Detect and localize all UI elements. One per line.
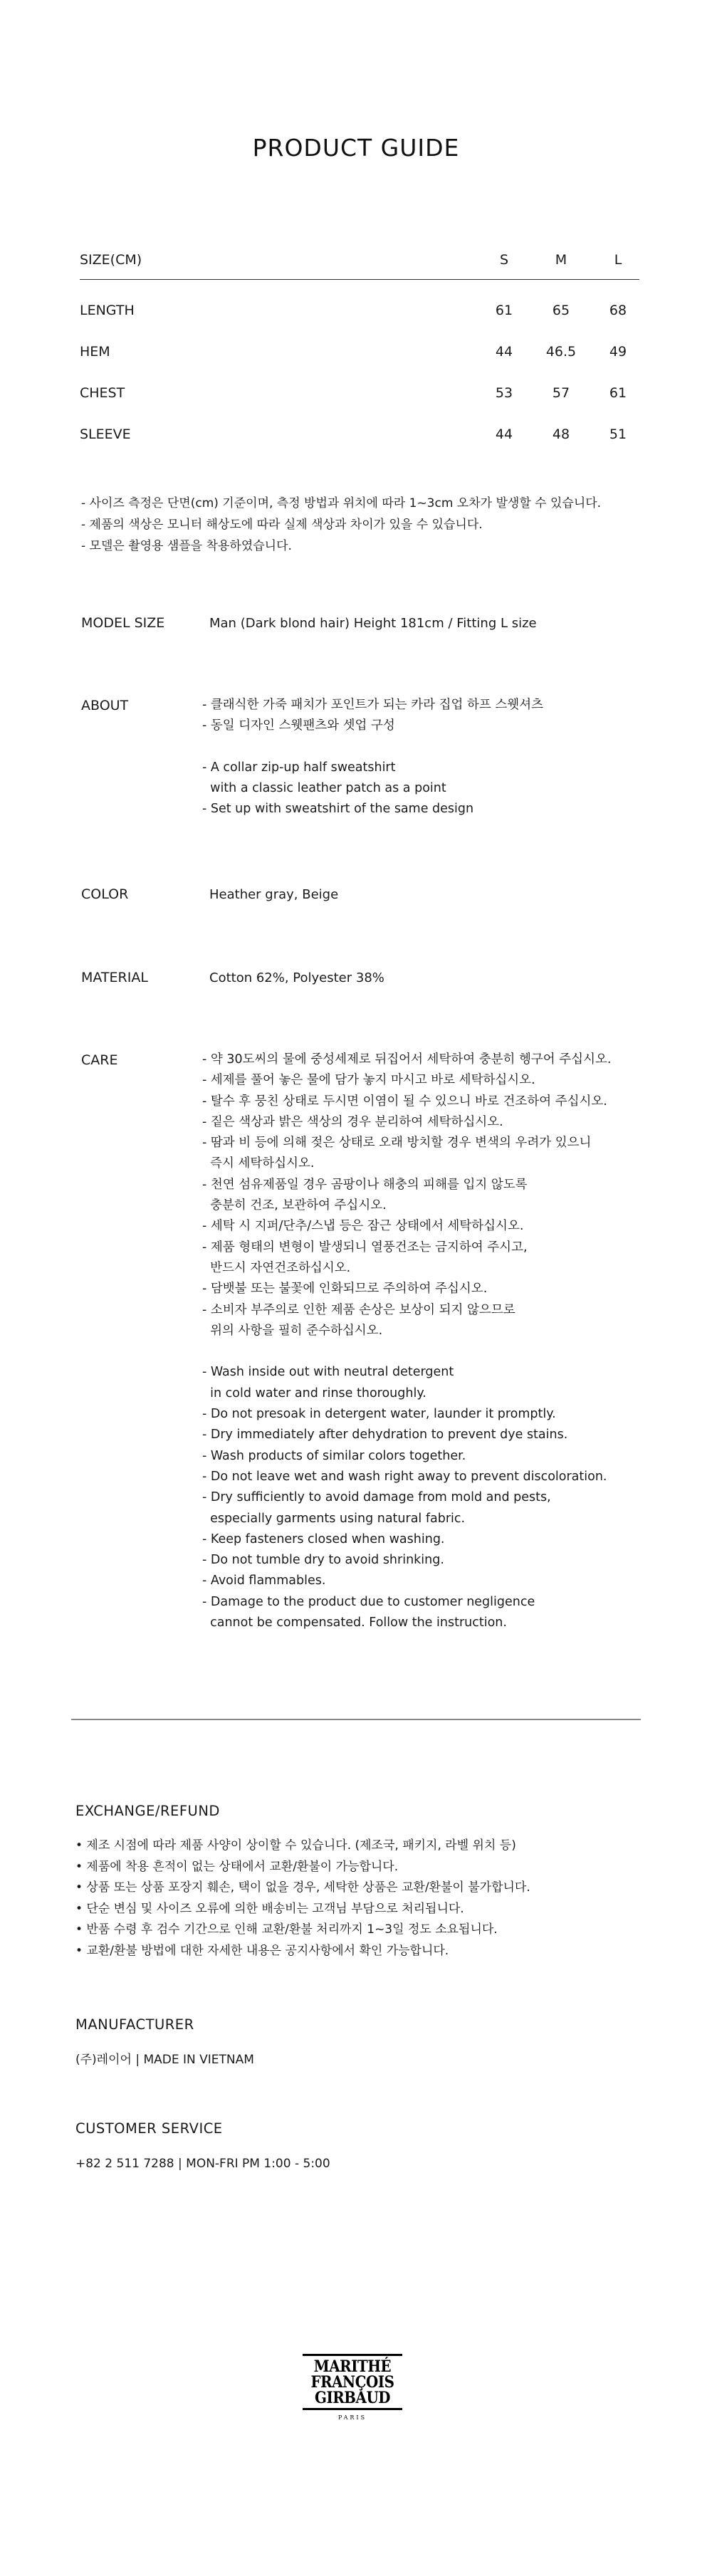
logo-top-bar: [303, 2354, 402, 2356]
page-title: PRODUCT GUIDE: [252, 134, 460, 162]
size-table: [80, 249, 639, 445]
customer-service-value: +82 2 511 7288 | MON-FRI PM 1:00 - 5:00: [75, 2157, 330, 2171]
size-table-header: [80, 249, 639, 280]
list-item: • 상품 또는 상품 포장지 훼손, 택이 없을 경우, 세탁한 상품은 교환/환불이 불가합니다.: [75, 1880, 530, 1895]
list-item: • 교환/환불 방법에 대한 자세한 내용은 공지사항에서 확인 가능합니다.: [75, 1943, 449, 1958]
cell-s: 53: [495, 385, 513, 401]
cell-m: 57: [552, 385, 570, 401]
manufacturer-value: (주)레이어 | MADE IN VIETNAM: [75, 2053, 254, 2067]
logo-bottom-bar: [303, 2408, 402, 2410]
size-header-l: L: [614, 252, 622, 268]
material-value: Cotton 62%, Polyester 38%: [209, 970, 384, 985]
cell-l: 51: [609, 426, 627, 442]
cell-m: 46.5: [545, 344, 577, 360]
logo-line-1: MARITHÉ: [313, 2357, 392, 2376]
section-divider: [71, 1719, 641, 1720]
size-note: - 모델은 촬영용 샘플을 착용하였습니다.: [81, 539, 292, 553]
brand-logo: [303, 2354, 402, 2421]
logo-line-3: GIRBAUD: [314, 2389, 391, 2407]
logo-line-2: FRANÇOIS: [310, 2373, 394, 2392]
row-label: LENGTH: [80, 303, 135, 318]
care-text: - 약 30도씨의 물에 중성세제로 뒤집어서 세탁하여 충분히 헹구어 주십시오. - 세제를 풀어 놓은 물에 담가 놓지 마시고 바로 세탁하십시오. - 탈수 후 뭉친 상태로 두시면 이염이 될 수 있으니 바로 건조하여 주십시오. - 짙은 색상과 밝은 색상의 경우 분리하여 세탁하십시오. - 땀과 비 등에 의해 젖은 상태로 오래 방치할 경우 변색의 우려가 있으니 즉시 세탁하십시오. - 천연 섬유제품일 경우 곰팡이나 해충의 피해를 입지 않도록 충분히 건조, 보관하여 주십시오. - 세탁 시 지퍼/단추/스냅 등은 잠근 상태에서 세탁하십시오. - 제품 형태의 변형이 발생되니 열풍건조는 금지하여 주시고, 반드시 자연건조하십시오. - 담뱃불 또는 불꽃에 인화되므로 주의하여 주십시오. - 소비자 부주의로 인한 제품 손상은 보상이 되지 않으므로 위의 사항을 필히 준수하십시오. - Wash inside out with neutral detergent in cold water and rinse thoroughly. - Do not presoak in detergent water, launder it promptly. - Dry immediately after dehydration to prevent dye stains. - Wash products of similar colors together. - Do not leave wet and wash right away to prevent discoloration. - Dry sufficiently to avoid damage from mold and pests, especially garments using natural fabric. - Keep fasteners closed when washing. - Do not tumble dry to avoid shrinking. - Avoid flammables. - Damage to the product due to customer negligence cannot be compensated. Follow the instruction.: [202, 1052, 612, 1630]
table-row: [80, 362, 639, 404]
size-note: - 제품의 색상은 모니터 해상도에 따라 실제 색상과 차이가 있을 수 있습니다.: [81, 518, 483, 532]
list-item: • 제품에 착용 흔적이 없는 상태에서 교환/환불이 가능합니다.: [75, 1859, 399, 1874]
cell-l: 61: [609, 385, 627, 401]
cell-l: 68: [609, 303, 627, 318]
exchange-list: [75, 1836, 530, 1962]
care-label: CARE: [81, 1052, 118, 1068]
table-row: [80, 404, 639, 445]
model-size-label: MODEL SIZE: [81, 615, 165, 631]
table-row: [80, 321, 639, 362]
size-header-label: SIZE(CM): [80, 252, 142, 268]
customer-service-heading: CUSTOMER SERVICE: [75, 2120, 223, 2137]
cell-m: 65: [552, 303, 570, 318]
about-text: - 클래식한 가죽 패치가 포인트가 되는 카라 집업 하프 스웻셔츠 - 동일 디자인 스웻팬츠와 셋업 구성 - A collar zip-up half sweatshirt with a classic leather patch as a point - Set up with sweatshirt of the same design: [202, 698, 544, 817]
model-size-value: Man (Dark blond hair) Height 181cm / Fitting L size: [209, 616, 537, 631]
logo-paris: PARIS: [337, 2414, 367, 2421]
table-row: [80, 280, 639, 321]
cell-s: 61: [495, 303, 513, 318]
size-notes: [81, 493, 601, 557]
row-label: CHEST: [80, 385, 125, 401]
list-item: • 단순 변심 및 사이즈 오류에 의한 배송비는 고객님 부담으로 처리됩니다.: [75, 1901, 464, 1916]
cell-l: 49: [609, 344, 627, 360]
row-label: HEM: [80, 344, 110, 360]
cell-s: 44: [495, 344, 513, 360]
manufacturer-heading: MANUFACTURER: [75, 2016, 194, 2033]
material-label: MATERIAL: [81, 970, 148, 985]
size-header-s: S: [499, 252, 509, 268]
list-item: • 제조 시점에 따라 제품 사양이 상이할 수 있습니다. (제조국, 패키지, 라벨 위치 등): [75, 1838, 516, 1853]
about-label: ABOUT: [81, 698, 129, 713]
cell-s: 44: [495, 426, 513, 442]
cell-m: 48: [552, 426, 570, 442]
list-item: • 반품 수령 후 검수 기간으로 인해 교환/환불 처리까지 1~3일 정도 소요됩니다.: [75, 1922, 498, 1937]
row-label: SLEEVE: [80, 426, 131, 442]
size-header-m: M: [555, 252, 567, 268]
color-value: Heather gray, Beige: [209, 887, 339, 902]
size-note: - 사이즈 측정은 단면(cm) 기준이며, 측정 방법과 위치에 따라 1~3cm 오차가 발생할 수 있습니다.: [81, 496, 602, 511]
exchange-heading: EXCHANGE/REFUND: [75, 1803, 220, 1819]
color-label: COLOR: [81, 886, 129, 902]
